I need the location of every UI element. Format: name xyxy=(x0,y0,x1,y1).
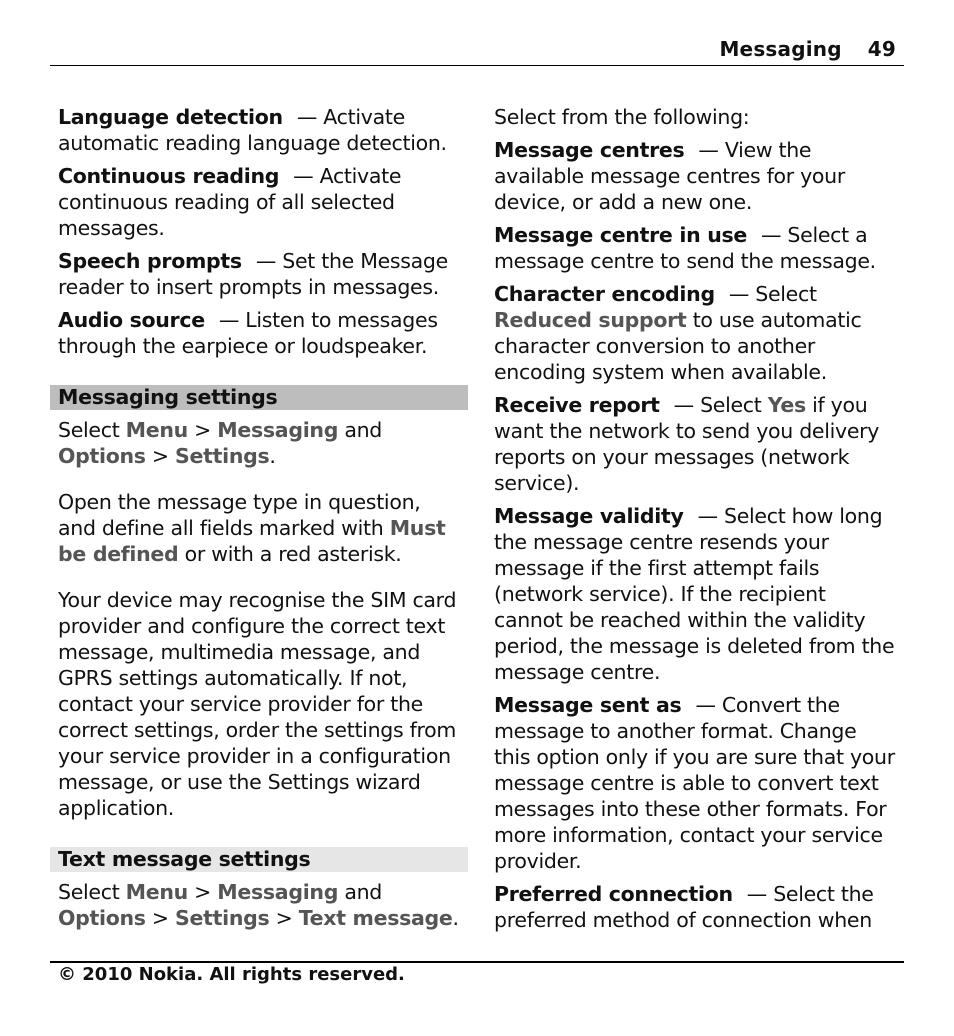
definition-text: — Listen to messages through the earpiece or loudspeaker. xyxy=(58,308,438,358)
definition-text: to use automatic character conversion to another encoding system when available. xyxy=(494,308,862,384)
definition-item xyxy=(494,392,898,496)
page-header xyxy=(719,37,896,61)
definition-item xyxy=(494,692,898,874)
paragraph-text: Open the message type in question, and define all fields marked with xyxy=(58,490,421,540)
nav-text: and xyxy=(344,418,382,442)
options-command: Options xyxy=(58,444,146,468)
options-command: Options xyxy=(58,906,146,930)
definition-item xyxy=(494,137,898,215)
settings-command: Settings xyxy=(175,906,270,930)
definition-term: Message sent as xyxy=(494,693,682,717)
definition-item xyxy=(494,222,898,274)
definition-text: — Select the preferred method of connection when xyxy=(494,882,874,932)
section-heading-text-message-settings: Text message settings xyxy=(50,847,468,872)
definition-term: Message centres xyxy=(494,138,685,162)
section-heading-messaging-settings: Messaging settings xyxy=(50,385,468,410)
definition-text: — Select xyxy=(673,393,762,417)
nav-text: Select xyxy=(58,880,120,904)
reduced-support-option: Reduced support xyxy=(494,308,687,332)
nav-separator: > xyxy=(187,880,218,904)
nav-separator: > xyxy=(187,418,218,442)
must-be-defined-label: Must be defined xyxy=(58,516,446,566)
nav-separator: > xyxy=(269,906,299,930)
nav-text: and xyxy=(344,880,382,904)
yes-option: Yes xyxy=(767,393,806,417)
definition-item xyxy=(494,881,898,933)
nav-text: . xyxy=(269,444,276,468)
definition-term: Speech prompts xyxy=(58,249,242,273)
menu-command: Menu xyxy=(125,880,188,904)
definition-item xyxy=(58,104,462,156)
definition-text: — Set the Message reader to insert prompts in messages. xyxy=(58,249,448,299)
nav-text: . xyxy=(452,906,459,930)
definition-text: — Select xyxy=(728,282,817,306)
header-rule xyxy=(50,65,904,66)
nav-text: Select xyxy=(58,418,120,442)
definition-item xyxy=(494,281,898,385)
definition-text: — Select a message centre to send the message. xyxy=(494,223,876,273)
definition-term: Receive report xyxy=(494,393,660,417)
definition-text: — Select how long the message centre resends your message if the first attempt fails (network service). If the recipient cannot be reached within the validity period, the message is deleted from the message centre. xyxy=(494,504,895,684)
settings-command: Settings xyxy=(175,444,270,468)
right-column xyxy=(494,104,898,940)
intro-text: Select from the following: xyxy=(494,105,750,129)
definition-item xyxy=(58,307,462,359)
definition-term: Character encoding xyxy=(494,282,715,306)
definition-text: if you want the network to send you delivery reports on your messages (network service). xyxy=(494,393,880,495)
definition-item xyxy=(58,248,462,300)
footer-rule xyxy=(50,961,904,963)
nav-separator: > xyxy=(145,444,176,468)
definition-text: — Convert the message to another format. Change this option only if you are sure that your message centre is able to convert text messages into these other formats. For more information, contact your service provider. xyxy=(494,693,895,873)
definition-term: Message validity xyxy=(494,504,684,528)
definition-text: — Activate automatic reading language detection. xyxy=(58,105,447,155)
paragraph-text: or with a red asterisk. xyxy=(184,542,402,566)
navigation-path xyxy=(58,879,462,931)
navigation-path xyxy=(58,417,462,469)
menu-command: Menu xyxy=(125,418,188,442)
paragraph: Your device may recognise the SIM card provider and configure the correct text message, multimedia message, and GPRS settings automatically. If not, contact your service provider for the correct settings, order the settings from your service provider in a configuration message, or use the Settings wizard application. xyxy=(58,588,457,820)
paragraph xyxy=(58,489,462,567)
definition-text: — View the available message centres for your device, or add a new one. xyxy=(494,138,845,214)
messaging-command: Messaging xyxy=(217,418,339,442)
definition-term: Language detection xyxy=(58,105,283,129)
definition-item xyxy=(494,503,898,685)
section-title: Messaging xyxy=(719,37,842,61)
nav-separator: > xyxy=(145,906,176,930)
definition-term: Audio source xyxy=(58,308,205,332)
left-column xyxy=(58,104,462,938)
definition-term: Preferred connection xyxy=(494,882,733,906)
definition-term: Continuous reading xyxy=(58,164,280,188)
text-message-command: Text message xyxy=(298,906,453,930)
page-number: 49 xyxy=(867,37,896,61)
messaging-command: Messaging xyxy=(217,880,339,904)
definition-text: — Activate continuous reading of all selected messages. xyxy=(58,164,402,240)
definition-term: Message centre in use xyxy=(494,223,748,247)
definition-item xyxy=(58,163,462,241)
copyright-footer: © 2010 Nokia. All rights reserved. xyxy=(58,964,405,985)
